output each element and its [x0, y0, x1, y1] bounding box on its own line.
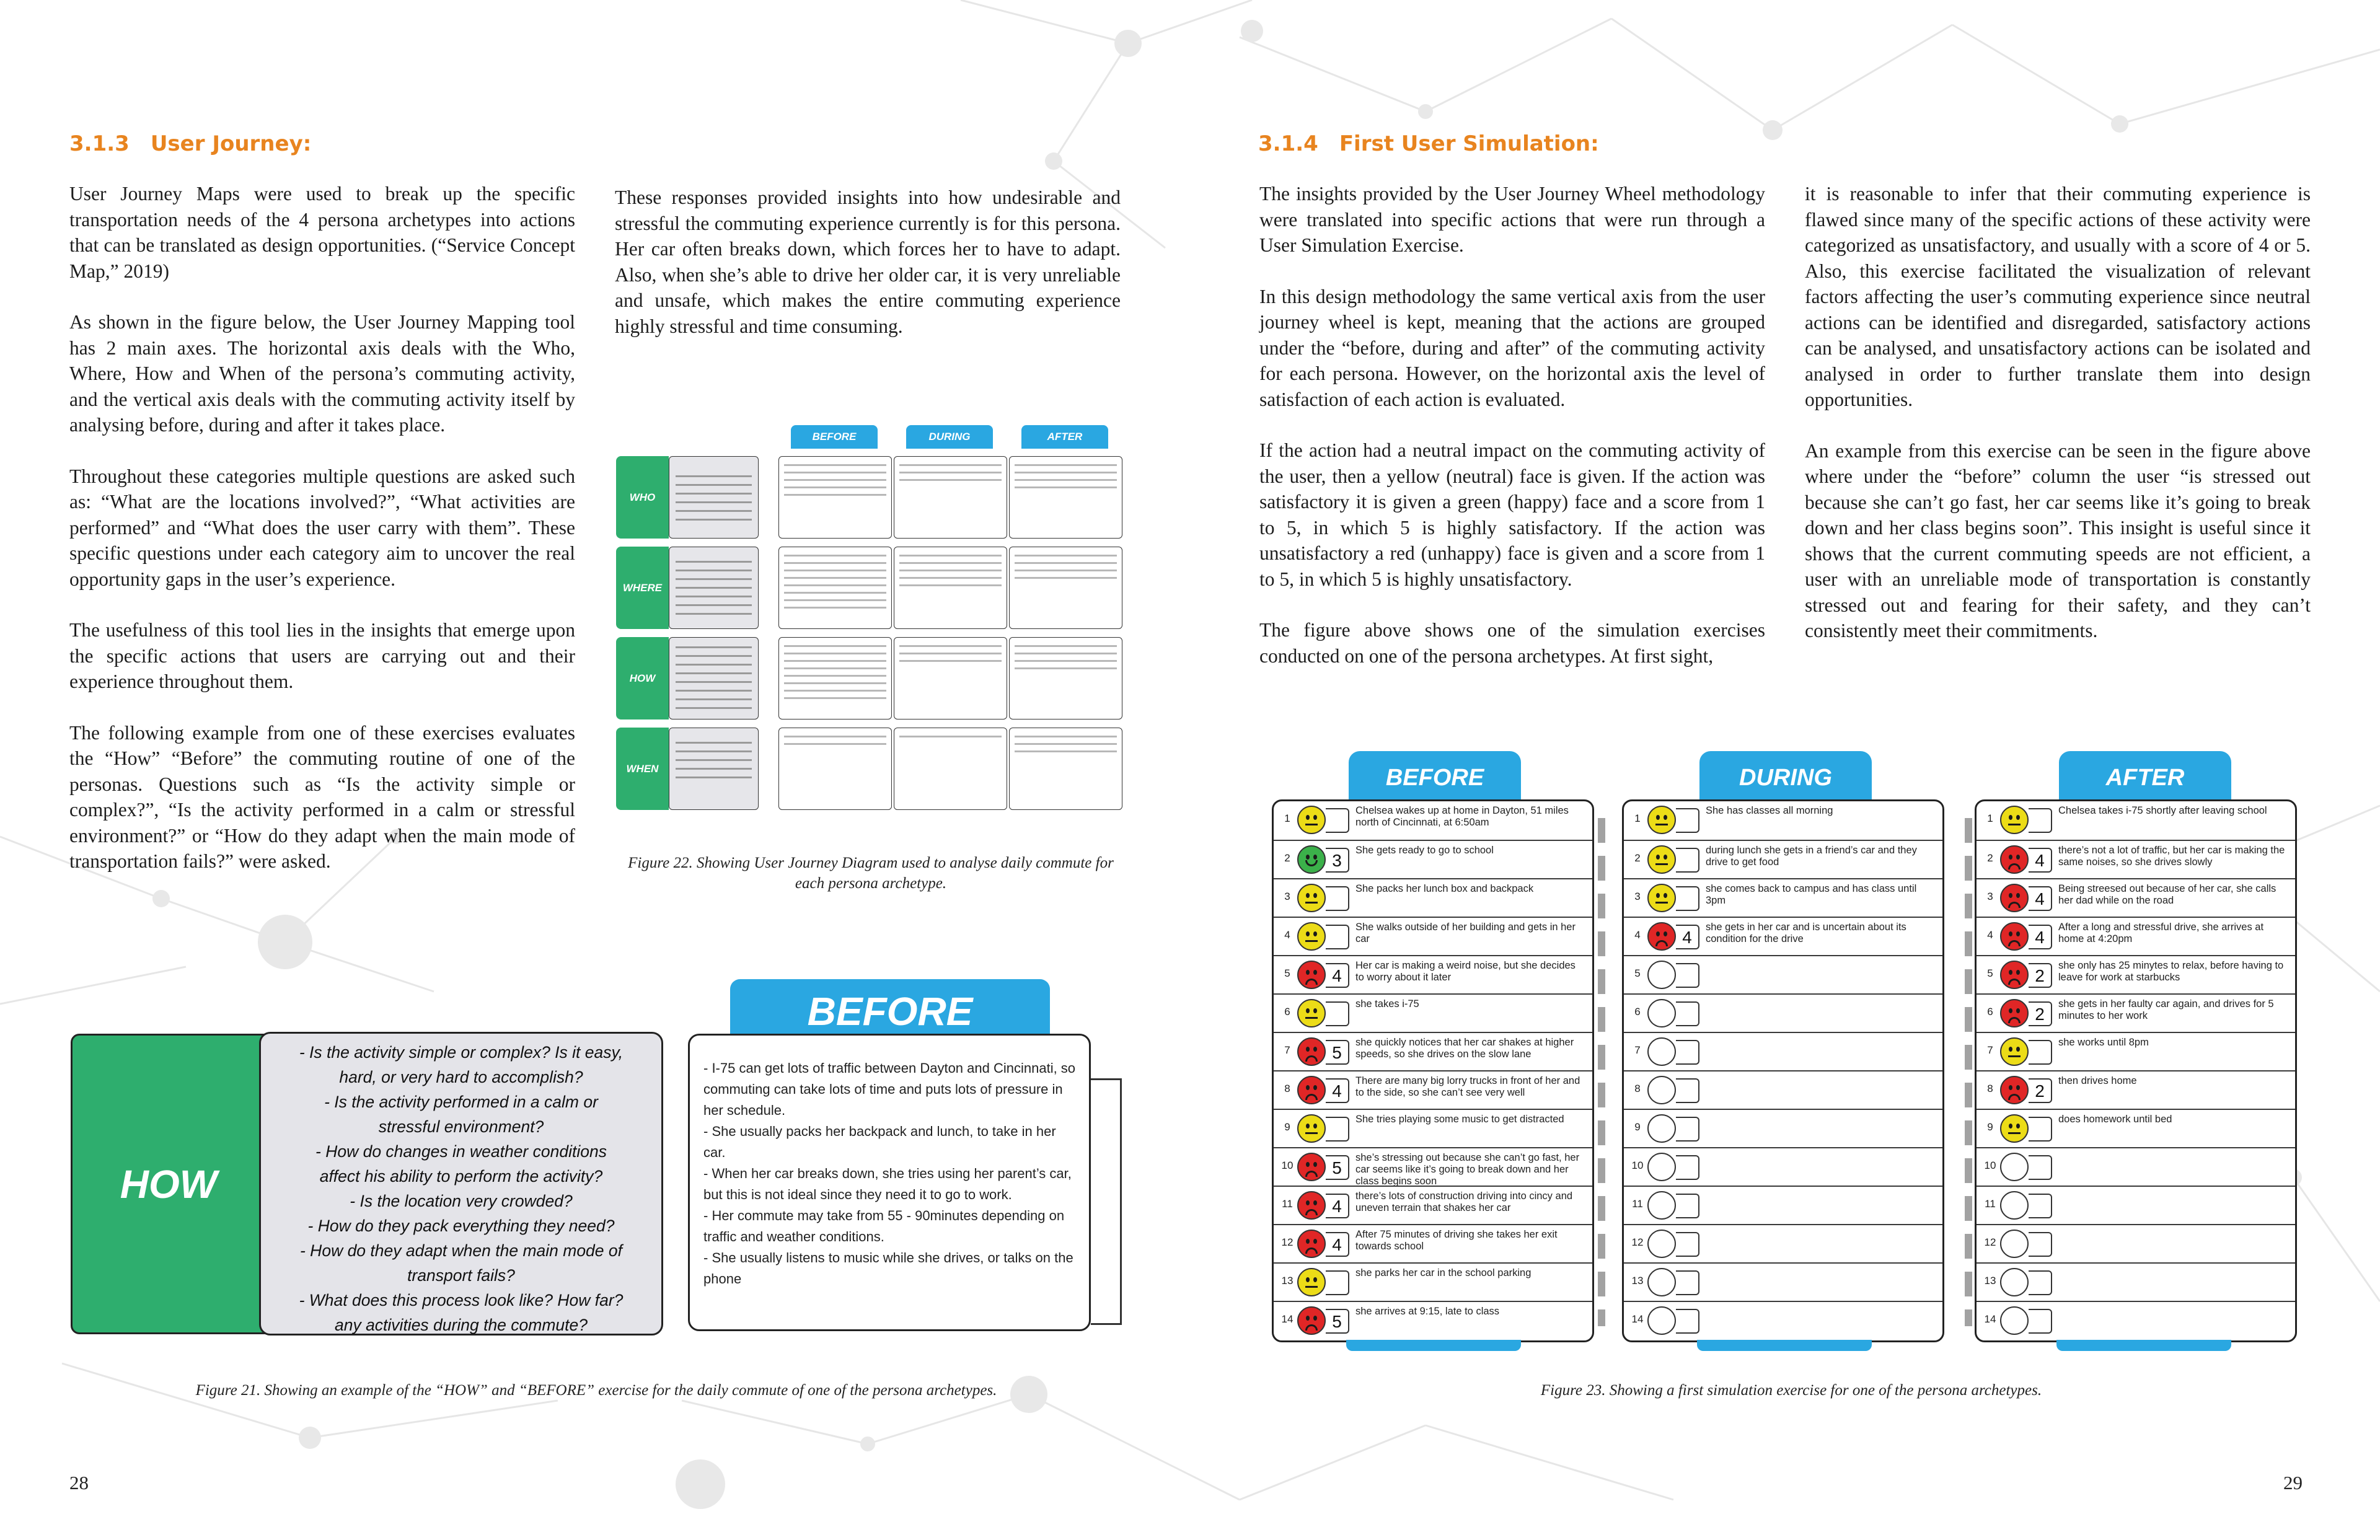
row-number: 14 [1984, 1313, 1996, 1325]
sim-row [1274, 878, 1592, 916]
sim-row [1274, 1070, 1592, 1108]
row-number: 3 [1634, 891, 1641, 902]
score-box [2029, 1309, 2052, 1334]
score-box [1676, 1309, 1699, 1334]
questions-cell [669, 547, 759, 629]
score-box [2029, 1040, 2052, 1065]
row-number: 10 [1984, 1159, 1996, 1171]
questions-cell [669, 456, 759, 539]
score-box: 4 [2029, 886, 2052, 911]
sim-row [1977, 1147, 2295, 1185]
answers-cell [778, 637, 892, 719]
answers-cell [894, 547, 1007, 629]
right-column-1-text [1259, 181, 1765, 694]
action-text: she comes back to campus and has class until 3pm [1706, 883, 1917, 906]
action-text: she only has 25 minytes to relax, before having to leave for work at starbucks [2058, 960, 2284, 983]
row-number: 13 [1281, 1275, 1294, 1287]
sad-face-icon [1297, 1191, 1326, 1220]
sim-row [1624, 840, 1942, 878]
how-questions [259, 1032, 663, 1335]
row-number: 12 [1281, 1236, 1294, 1248]
sim-row [1624, 1109, 1942, 1146]
page-number-left: 28 [69, 1472, 89, 1494]
sim-row [1274, 1032, 1592, 1070]
action-text: she parks her car in the school parking [1355, 1267, 1532, 1278]
answers-cell [894, 728, 1007, 810]
sad-face-icon [2000, 1076, 2029, 1104]
action-text: After 75 minutes of driving she takes her exit towards school [1355, 1229, 1558, 1252]
sim-row [1977, 1262, 2295, 1300]
score-box [1676, 848, 1699, 873]
question-line: stressful environment? [378, 1117, 544, 1136]
row-label-who: WHO [616, 456, 669, 539]
row-number: 11 [1985, 1198, 1996, 1210]
row-label-when: WHEN [616, 728, 669, 810]
sim-row [1274, 993, 1592, 1031]
column-connector [1598, 818, 1605, 1326]
empty-face-icon [1647, 961, 1676, 989]
row-number: 9 [1284, 1121, 1290, 1133]
row-number: 7 [1634, 1044, 1641, 1056]
sim-row [1274, 840, 1592, 878]
paragraph: If the action had a neutral impact on the commuting activity of the user, then a yellow (neutral) face is given. If the action was satisfactory it is given a green (happy) face and a score from 1 to 5, in which 5 is highly satisfactory. If the action was unsatisfactory a red (unhappy) face is given and a score from 1 to 5, in which 5 is highly unsatisfactory. [1259, 439, 1765, 590]
score-box: 4 [1326, 1232, 1349, 1257]
column-connector [1965, 818, 1972, 1326]
paragraph: Throughout these categories multiple questions are asked such as: “What are the locations involved?”, “What activities are performed” and “What does the user carry with them”. These specific questions under each category aim to uncover the real opportunity gaps in the user’s experience. [69, 465, 575, 590]
sim-column-footer [1697, 1340, 1872, 1351]
sim-row [1977, 1224, 2295, 1262]
score-box [1676, 1232, 1699, 1257]
paragraph: An example from this exercise can be seen in the figure above where under the “before” column the user “is stressed out because she can’t go fast, her car seems like it’s going to break down and her class begins soon”. This insight is useful since it shows that the current commuting speeds are not efficient, a user with an unreliable mode of transportation is constantly stressed out and fearing for their safety, and they can’t consistently meet their commitments. [1805, 439, 2311, 641]
sad-face-icon [2000, 922, 2029, 951]
answers-cell [1009, 547, 1122, 629]
sim-row [1977, 917, 2295, 954]
score-box [1676, 1117, 1699, 1142]
answer-line: commuting can take lots of time and puts lots of pressure in [703, 1081, 1063, 1097]
answers-cell [1009, 728, 1122, 810]
before-answers [688, 1034, 1091, 1331]
section-title: First User Simulation: [1339, 131, 1599, 156]
answers-cell [1009, 456, 1122, 539]
action-text: she gets in her faulty car again, and drives for 5 minutes to her work [2058, 998, 2274, 1021]
sad-face-icon [1297, 1230, 1326, 1258]
sim-row [1624, 1301, 1942, 1339]
questions-cell [669, 637, 759, 719]
empty-face-icon [2000, 1153, 2029, 1181]
paragraph: These responses provided insights into how undesirable and stressful the commuting experience currently is for this persona. Her car often breaks down, which forces her to have to adapt. Also, when she’s able to drive her older car, it is very unreliable and unsafe, which makes the entire commuting experience highly stressful and time consuming. [615, 187, 1121, 337]
how-label: HOW [71, 1034, 267, 1334]
sim-column-footer [1346, 1340, 1521, 1351]
row-number: 5 [1284, 967, 1290, 979]
sad-face-icon [1647, 922, 1676, 951]
row-number: 10 [1281, 1159, 1294, 1171]
sim-row [1977, 1032, 2295, 1070]
answer-line: her schedule. [703, 1102, 786, 1118]
row-number: 14 [1281, 1313, 1294, 1325]
row-number: 11 [1282, 1198, 1293, 1210]
empty-face-icon [1647, 1037, 1676, 1066]
score-box: 4 [1326, 963, 1349, 988]
action-text: There are many big lorry trucks in front of her and to the side, so she can’t see very well [1355, 1075, 1580, 1098]
sad-face-icon [1297, 1153, 1326, 1181]
row-number: 4 [1987, 929, 1993, 941]
row-number: 1 [1987, 812, 1993, 824]
question-line: affect his ability to perform the activity? [319, 1167, 603, 1186]
sim-row [1274, 801, 1592, 839]
paragraph: The figure above shows one of the simulation exercises conducted on one of the persona archetypes. At first sight, [1259, 619, 1765, 667]
action-text: then drives home [2058, 1075, 2137, 1086]
left-column-1-text [69, 181, 575, 900]
figure-22-caption: Figure 22. Showing User Journey Diagram used to analyse daily commute for each persona archetype. [628, 855, 1114, 892]
sim-row [1624, 1262, 1942, 1300]
sim-row [1624, 1186, 1942, 1223]
sim-row [1977, 993, 2295, 1031]
sim-row [1977, 955, 2295, 993]
sim-column-before [1272, 799, 1594, 1342]
score-box: 5 [1326, 1309, 1349, 1334]
column-header-before: BEFORE [791, 425, 878, 449]
neutral-face-icon [1297, 999, 1326, 1027]
empty-face-icon [1647, 1114, 1676, 1143]
action-text: Chelsea wakes up at home in Dayton, 51 miles north of Cincinnati, at 6:50am [1355, 805, 1569, 828]
row-number: 2 [1284, 852, 1290, 864]
empty-face-icon [1647, 1191, 1676, 1220]
next-cell-stub [1091, 1078, 1122, 1325]
row-number: 6 [1634, 1006, 1641, 1018]
row-number: 3 [1284, 891, 1290, 902]
answer-line: traffic and weather conditions. [703, 1229, 884, 1244]
empty-face-icon [1647, 999, 1676, 1027]
sim-row [1274, 1109, 1592, 1146]
sim-row [1624, 1070, 1942, 1108]
score-box [1326, 1270, 1349, 1295]
sim-row [1274, 917, 1592, 954]
question-line: - How do they adapt when the main mode of [300, 1241, 622, 1260]
row-number: 13 [1631, 1275, 1644, 1287]
sad-face-icon [2000, 961, 2029, 989]
answer-line: - I-75 can get lots of traffic between Dayton and Cincinnati, so [703, 1060, 1076, 1076]
action-text: She tries playing some music to get distracted [1355, 1114, 1564, 1125]
question-line: hard, or very hard to accomplish? [339, 1068, 583, 1086]
row-number: 4 [1284, 929, 1290, 941]
sim-row [1274, 955, 1592, 993]
score-box: 2 [2029, 1078, 2052, 1103]
score-box [2029, 1232, 2052, 1257]
action-text: After a long and stressful drive, she arrives at home at 4:20pm [2058, 922, 2264, 944]
row-number: 7 [1284, 1044, 1290, 1056]
section-title: User Journey: [150, 131, 312, 156]
action-text: she arrives at 9:15, late to class [1355, 1306, 1500, 1317]
score-box [1676, 1270, 1699, 1295]
sim-tab-during: DURING [1699, 751, 1872, 799]
score-box [1326, 925, 1349, 949]
score-box [2029, 808, 2052, 833]
row-number: 6 [1987, 1006, 1993, 1018]
score-box: 2 [2029, 963, 2052, 988]
row-number: 1 [1634, 812, 1641, 824]
sim-row [1977, 801, 2295, 839]
row-number: 1 [1284, 812, 1290, 824]
empty-face-icon [1647, 1153, 1676, 1181]
answers-cell [894, 637, 1007, 719]
sim-row [1624, 917, 1942, 954]
sim-row [1274, 1186, 1592, 1223]
neutral-face-icon [1647, 884, 1676, 912]
section-number: 3.1.4 [1258, 131, 1318, 156]
empty-face-icon [2000, 1191, 2029, 1220]
sim-row [1274, 1147, 1592, 1185]
right-column-2-text [1805, 181, 2311, 669]
neutral-face-icon [1297, 884, 1326, 912]
figure-21-caption: Figure 21. Showing an example of the “HOW” and “BEFORE” exercise for the daily commute of one of the persona archetypes. [195, 1382, 997, 1399]
sad-face-icon [2000, 884, 2029, 912]
questions-cell [669, 728, 759, 810]
score-box [1326, 1001, 1349, 1026]
row-number: 8 [1634, 1083, 1641, 1094]
sim-row [1274, 1262, 1592, 1300]
question-line: any activities during the commute? [334, 1316, 588, 1334]
sad-face-icon [1297, 1076, 1326, 1104]
neutral-face-icon [1647, 806, 1676, 834]
row-number: 12 [1984, 1236, 1996, 1248]
action-text: Being streesed out because of her car, she calls her dad while on the road [2058, 883, 2276, 906]
score-box [1676, 1040, 1699, 1065]
score-box [1326, 808, 1349, 833]
empty-face-icon [2000, 1306, 2029, 1335]
sim-row [1977, 1186, 2295, 1223]
score-box: 4 [1326, 1078, 1349, 1103]
sim-row [1624, 955, 1942, 993]
sim-column-during [1622, 799, 1944, 1342]
answers-cell [894, 456, 1007, 539]
action-text: there’s lots of construction driving into cincy and uneven terrain that shakes her car [1355, 1190, 1573, 1213]
action-text: She has classes all morning [1706, 805, 1833, 816]
score-box: 5 [1326, 1155, 1349, 1180]
section-heading-first-user-simulation [1258, 131, 1599, 156]
score-box: 3 [1326, 848, 1349, 873]
empty-face-icon [1647, 1076, 1676, 1104]
sad-face-icon [1297, 1306, 1326, 1335]
question-line: - How do they pack everything they need? [307, 1217, 615, 1235]
empty-face-icon [2000, 1268, 2029, 1296]
sim-row [1977, 1301, 2295, 1339]
answer-line: - Her commute may take from 55 - 90minutes depending on [703, 1208, 1065, 1223]
row-number: 2 [1634, 852, 1641, 864]
score-box [1676, 1078, 1699, 1103]
paragraph: it is reasonable to infer that their commuting experience is flawed since many of the specific actions of these activity were categorized as unsatisfactory, and usually with a score of 4 or 5. Also, this exercise facilitated the visualization of relevant factors affecting the user’s commuting experience since neutral actions can be identified and disregarded, satisfactory actions can be analysed, and unsatisfactory actions can be isolated and analysed in order to further translate them into design opportunities. [1805, 183, 2311, 410]
action-text: there’s not a lot of traffic, but her car is making the same noises, so she drives slowly [2058, 845, 2285, 868]
sim-column-footer [2056, 1340, 2231, 1351]
action-text: during lunch she gets in a friend’s car and they drive to get food [1706, 845, 1917, 868]
page-number-right: 29 [2283, 1472, 2303, 1494]
sad-face-icon [2000, 845, 2029, 874]
answer-line: phone [703, 1271, 742, 1287]
sim-row [1624, 1224, 1942, 1262]
sad-face-icon [1297, 961, 1326, 989]
neutral-face-icon [1297, 1114, 1326, 1143]
answers-cell [778, 547, 892, 629]
row-number: 6 [1284, 1006, 1290, 1018]
question-line: - Is the activity performed in a calm or [324, 1093, 598, 1111]
score-box: 4 [1326, 1194, 1349, 1218]
answer-line: - She usually packs her backpack and lunch, to take in her [703, 1124, 1056, 1139]
row-number: 10 [1631, 1159, 1644, 1171]
question-line: - What does this process look like? How far? [299, 1291, 624, 1309]
sim-row [1977, 1070, 2295, 1108]
section-number: 3.1.3 [69, 131, 130, 156]
sim-row [1624, 1032, 1942, 1070]
score-box: 4 [2029, 848, 2052, 873]
neutral-face-icon [2000, 806, 2029, 834]
sim-row [1624, 801, 1942, 839]
question-line: transport fails? [407, 1266, 515, 1285]
score-box [1326, 1117, 1349, 1142]
empty-face-icon [2000, 1230, 2029, 1258]
neutral-face-icon [1297, 1268, 1326, 1296]
action-text: She gets ready to go to school [1355, 845, 1494, 856]
sad-face-icon [1297, 1037, 1326, 1066]
empty-face-icon [1647, 1306, 1676, 1335]
sad-face-icon [2000, 999, 2029, 1027]
answers-cell [778, 456, 892, 539]
row-number: 12 [1631, 1236, 1644, 1248]
question-line: - How do changes in weather conditions [315, 1142, 607, 1161]
paragraph: The following example from one of these exercises evaluates the “How” “Before” the commuting routine of one of the personas. Questions such as “Is the activity simple or complex?”, “Is the activity performed in a calm or stressful environment?” or “How do they adapt when the main mode of transportation fails?” were asked. [69, 721, 575, 872]
paragraph: As shown in the figure below, the User Journey Mapping tool has 2 main axes. The horizontal axis deals with the Who, Where, How and When of the persona’s commuting activity, and the vertical axis deals with the commuting activity itself by analysing before, during and after it takes place. [69, 311, 575, 436]
row-number: 5 [1634, 967, 1641, 979]
column-header-after: AFTER [1021, 425, 1108, 449]
sim-row [1624, 878, 1942, 916]
answer-line: but this is not ideal since they need it to go to work. [703, 1187, 1012, 1202]
score-box [1326, 886, 1349, 911]
row-number: 5 [1987, 967, 1993, 979]
paragraph: The insights provided by the User Journey Wheel methodology were translated into specific actions that were run through a User Simulation Exercise. [1259, 183, 1765, 256]
action-text: she’s stressing out because she can’t go fast, her car seems like it’s going to break down and her class begins soon [1355, 1152, 1580, 1187]
action-text: Chelsea takes i-75 shortly after leaving school [2058, 805, 2267, 816]
row-number: 4 [1634, 929, 1641, 941]
score-box [1676, 808, 1699, 833]
score-box [2029, 1194, 2052, 1218]
row-label-where: WHERE [616, 547, 669, 629]
sim-row [1624, 993, 1942, 1031]
row-number: 9 [1987, 1121, 1993, 1133]
row-label-how: HOW [616, 637, 669, 719]
action-text: she gets in her car and is uncertain about its condition for the drive [1706, 922, 1906, 944]
sim-row [1977, 840, 2295, 878]
score-box: 2 [2029, 1001, 2052, 1026]
score-box [1676, 1001, 1699, 1026]
row-number: 14 [1631, 1313, 1644, 1325]
action-text: she quickly notices that her car shakes at higher speeds, so she drives on the slow lane [1355, 1037, 1574, 1060]
sim-column-after [1975, 799, 2297, 1342]
paragraph: The usefulness of this tool lies in the insights that emerge upon the specific actions that users are carrying out and their experience throughout them. [69, 619, 575, 692]
sim-row [1274, 1224, 1592, 1262]
row-number: 3 [1987, 891, 1993, 902]
row-number: 7 [1987, 1044, 1993, 1056]
answers-cell [1009, 637, 1122, 719]
answer-line: car. [703, 1145, 726, 1160]
neutral-face-icon [1297, 922, 1326, 951]
score-box [1676, 963, 1699, 988]
action-text: does homework until bed [2058, 1114, 2172, 1125]
sim-tab-after: AFTER [2059, 751, 2231, 799]
sim-row [1624, 1147, 1942, 1185]
row-number: 9 [1634, 1121, 1641, 1133]
action-text: She packs her lunch box and backpack [1355, 883, 1534, 894]
score-box [1676, 1155, 1699, 1180]
action-text: she takes i-75 [1355, 998, 1419, 1010]
action-text: Her car is making a weird noise, but she decides to worry about it later [1355, 960, 1576, 983]
row-number: 13 [1984, 1275, 1996, 1287]
section-heading-user-journey [69, 131, 311, 156]
paragraph: User Journey Maps were used to break up the specific transportation needs of the 4 persona archetypes into actions that can be translated as design opportunities. (“Service Concept Map,” 2019) [69, 183, 575, 282]
action-text: She walks outside of her building and gets in her car [1355, 922, 1576, 944]
figure-23-caption: Figure 23. Showing a first simulation exercise for one of the persona archetypes. [1540, 1382, 2042, 1399]
row-number: 8 [1284, 1083, 1290, 1094]
score-box [2029, 1155, 2052, 1180]
sim-row [1274, 1301, 1592, 1339]
action-text: she works until 8pm [2058, 1037, 2149, 1048]
sim-row [1977, 878, 2295, 916]
before-tab: BEFORE [730, 979, 1050, 1041]
neutral-face-icon [1647, 845, 1676, 874]
score-box [1676, 886, 1699, 911]
score-box: 4 [1676, 925, 1699, 949]
empty-face-icon [1647, 1230, 1676, 1258]
score-box: 4 [2029, 925, 2052, 949]
neutral-face-icon [2000, 1114, 2029, 1143]
question-line: - Is the location very crowded? [350, 1192, 573, 1210]
row-number: 8 [1987, 1083, 1993, 1094]
happy-face-icon [1297, 845, 1326, 874]
answer-line: - When her car breaks down, she tries using her parent’s car, [703, 1166, 1072, 1181]
empty-face-icon [1647, 1268, 1676, 1296]
neutral-face-icon [1297, 806, 1326, 834]
row-number: 11 [1632, 1198, 1643, 1210]
row-number: 2 [1987, 852, 1993, 864]
neutral-face-icon [2000, 1037, 2029, 1066]
sim-tab-before: BEFORE [1349, 751, 1521, 799]
paragraph: In this design methodology the same vertical axis from the user journey wheel is kept, meaning that the actions are grouped under the “before, during and after” of the commuting activity for each persona. However, on the horizontal axis the level of satisfaction of each action is evaluated. [1259, 285, 1765, 410]
answer-line: - She usually listens to music while she drives, or talks on the [703, 1250, 1073, 1265]
score-box [2029, 1270, 2052, 1295]
sim-row [1977, 1109, 2295, 1146]
score-box [2029, 1117, 2052, 1142]
left-column-2-text [615, 185, 1121, 364]
question-line: - Is the activity simple or complex? Is it easy, [299, 1043, 624, 1062]
answers-cell [778, 728, 892, 810]
column-header-during: DURING [906, 425, 993, 449]
score-box [1676, 1194, 1699, 1218]
score-box: 5 [1326, 1040, 1349, 1065]
